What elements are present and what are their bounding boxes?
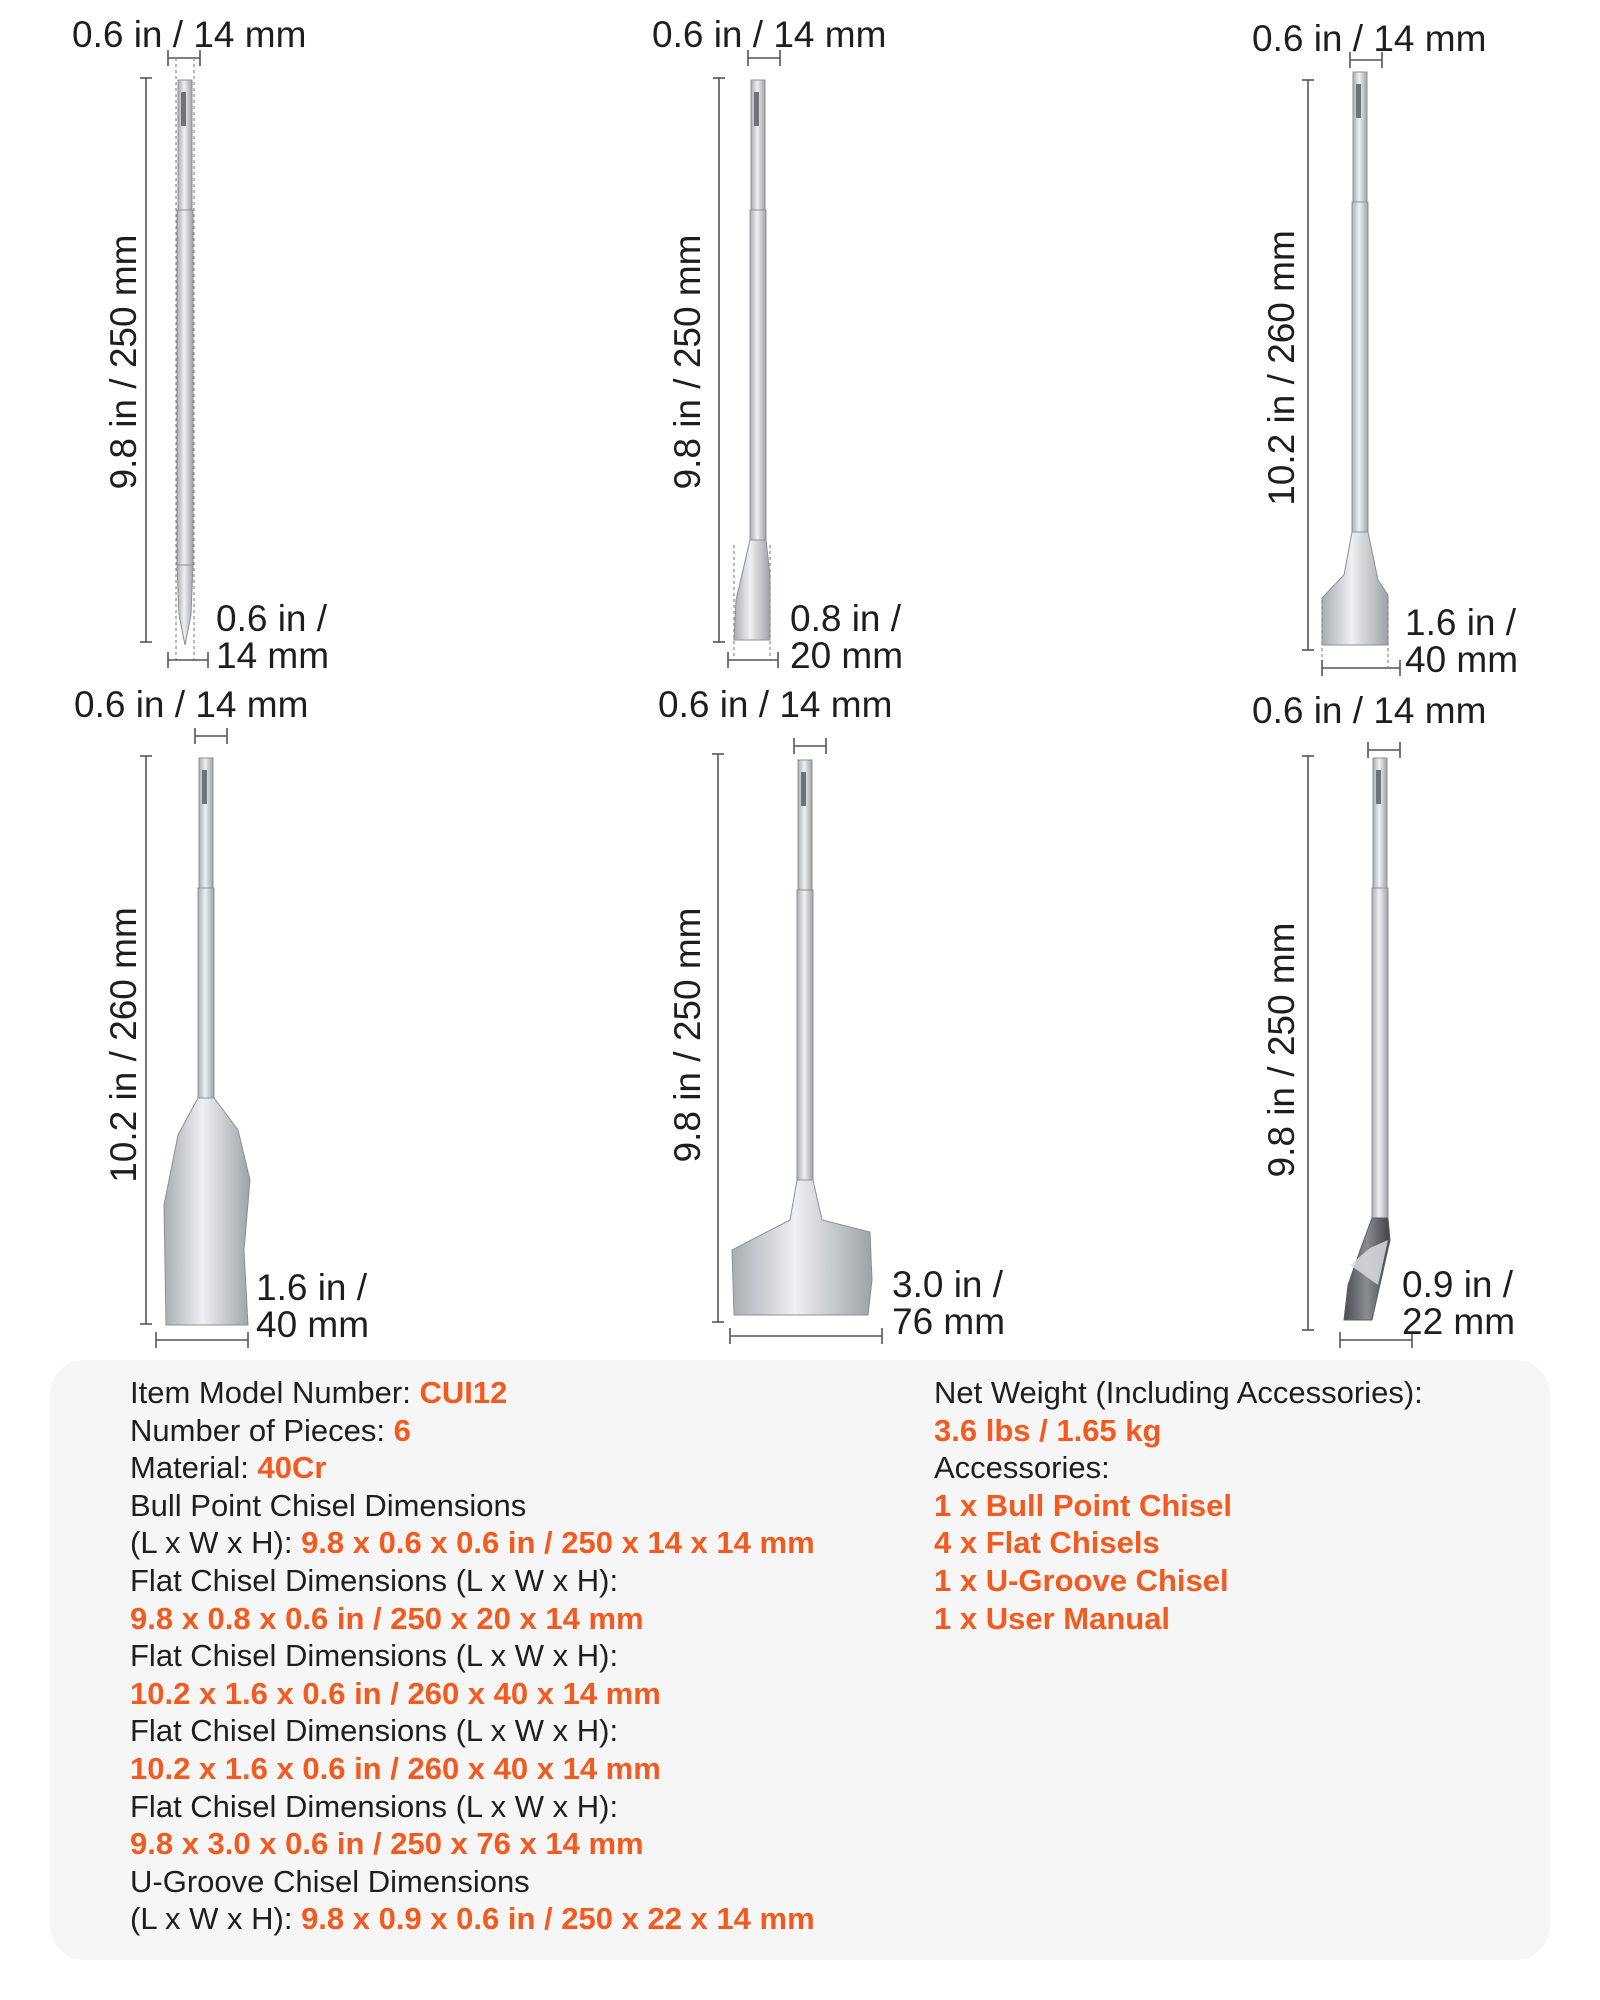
spec-value: 6: [393, 1412, 411, 1448]
spec-value: 40Cr: [257, 1450, 327, 1486]
tip-width-label-line2: 40 mm: [1405, 639, 1519, 680]
spec-row: [130, 1412, 815, 1450]
tip-width-label-line2: 22 mm: [1402, 1301, 1516, 1342]
spec-row: [130, 1750, 815, 1788]
spec-value: 4 x Flat Chisels: [934, 1525, 1160, 1561]
spec-row: [130, 1712, 815, 1750]
shank-width-label: 0.6 in / 14 mm: [74, 684, 309, 725]
spec-row: [130, 1449, 815, 1487]
spec-row: [130, 1825, 815, 1863]
tip-width-label-line1: 3.0 in /: [892, 1264, 1004, 1305]
tip-width-label-line2: 76 mm: [892, 1301, 1006, 1342]
spec-row: [130, 1374, 815, 1412]
spec-row: [934, 1600, 1423, 1638]
specs-right-column: [934, 1374, 1423, 1637]
spec-row: [934, 1449, 1423, 1487]
spec-value: 1 x Bull Point Chisel: [934, 1487, 1232, 1523]
spec-row: [130, 1600, 815, 1638]
tip-width-label-line1: 1.6 in /: [1405, 602, 1517, 643]
spec-label: Net Weight (Including Accessories):: [934, 1375, 1423, 1410]
shank-width-label: 0.6 in / 14 mm: [72, 14, 307, 55]
shank-width-label: 0.6 in / 14 mm: [652, 14, 887, 55]
spec-label: Flat Chisel Dimensions (L x W x H):: [130, 1562, 619, 1598]
spec-value: 1 x User Manual: [934, 1600, 1171, 1636]
spec-row: [934, 1412, 1423, 1450]
spec-row: [934, 1374, 1423, 1412]
chisel-panel-flat-40: [1240, 0, 1600, 680]
tip-width-label-line2: 40 mm: [256, 1304, 370, 1345]
spec-label: Accessories:: [934, 1450, 1110, 1486]
spec-label: Flat Chisel Dimensions (L x W x H):: [130, 1713, 619, 1749]
spec-row: [130, 1788, 815, 1826]
tip-width-label-line1: 0.8 in /: [790, 598, 902, 639]
chisel-panel-flat-curved: [60, 680, 580, 1360]
chisel-panel-flat-wide: [620, 680, 1140, 1360]
spec-value: 9.8 x 3.0 x 0.6 in / 250 x 76 x 14 mm: [130, 1826, 644, 1862]
spec-row: [934, 1562, 1423, 1600]
spec-label: Bull Point Chisel Dimensions: [130, 1487, 527, 1523]
length-label: 10.2 in / 260 mm: [1261, 230, 1302, 506]
spec-value: 9.8 x 0.8 x 0.6 in / 250 x 20 x 14 mm: [130, 1600, 644, 1636]
spec-row: [130, 1524, 815, 1562]
spec-value: CUI12: [419, 1375, 508, 1410]
shank-width-label: 0.6 in / 14 mm: [658, 684, 893, 725]
spec-row: [130, 1900, 815, 1938]
spec-label: Number of Pieces:: [130, 1412, 394, 1448]
chisel-panel-bull-point: [60, 0, 580, 680]
tip-width-label-line1: 0.9 in /: [1402, 1264, 1514, 1305]
length-label: 9.8 in / 250 mm: [103, 234, 144, 490]
spec-value: 10.2 x 1.6 x 0.6 in / 260 x 40 x 14 mm: [130, 1750, 661, 1786]
spec-label: (L x W x H):: [130, 1901, 302, 1937]
shank-width-label: 0.6 in / 14 mm: [1252, 18, 1487, 59]
spec-value: 9.8 x 0.6 x 0.6 in / 250 x 14 x 14 mm: [301, 1525, 815, 1561]
tip-width-label-line2: 14 mm: [216, 635, 330, 676]
spec-value: 3.6 lbs / 1.65 kg: [934, 1412, 1162, 1448]
spec-row: [130, 1675, 815, 1713]
spec-row: [130, 1562, 815, 1600]
spec-row: [934, 1487, 1423, 1525]
chisel-panel-flat-narrow: [620, 0, 1140, 680]
chisel-panel-u-groove: [1240, 680, 1600, 1360]
spec-row: [130, 1637, 815, 1675]
length-label: 9.8 in / 250 mm: [667, 234, 708, 490]
spec-value: 1 x U-Groove Chisel: [934, 1562, 1229, 1598]
tip-width-label-line1: 1.6 in /: [256, 1267, 368, 1308]
spec-row: [130, 1487, 815, 1525]
spec-label: Flat Chisel Dimensions (L x W x H):: [130, 1788, 619, 1824]
spec-row: [934, 1524, 1423, 1562]
shank-width-label: 0.6 in / 14 mm: [1252, 690, 1487, 731]
spec-label: (L x W x H):: [130, 1525, 302, 1561]
spec-label: U-Groove Chisel Dimensions: [130, 1863, 530, 1899]
tip-width-label-line2: 20 mm: [790, 635, 904, 676]
specifications-panel: [50, 1360, 1550, 1960]
spec-label: Item Model Number:: [130, 1375, 420, 1410]
tip-width-label-line1: 0.6 in /: [216, 598, 328, 639]
spec-value: 9.8 x 0.9 x 0.6 in / 250 x 22 x 14 mm: [301, 1901, 815, 1937]
spec-label: Flat Chisel Dimensions (L x W x H):: [130, 1638, 619, 1674]
length-label: 9.8 in / 250 mm: [1261, 922, 1302, 1178]
spec-value: 10.2 x 1.6 x 0.6 in / 260 x 40 x 14 mm: [130, 1675, 661, 1711]
length-label: 10.2 in / 260 mm: [103, 907, 144, 1183]
length-label: 9.8 in / 250 mm: [667, 907, 708, 1163]
spec-label: Material:: [130, 1450, 258, 1486]
spec-row: [130, 1863, 815, 1901]
specs-left-column: [130, 1374, 815, 1938]
